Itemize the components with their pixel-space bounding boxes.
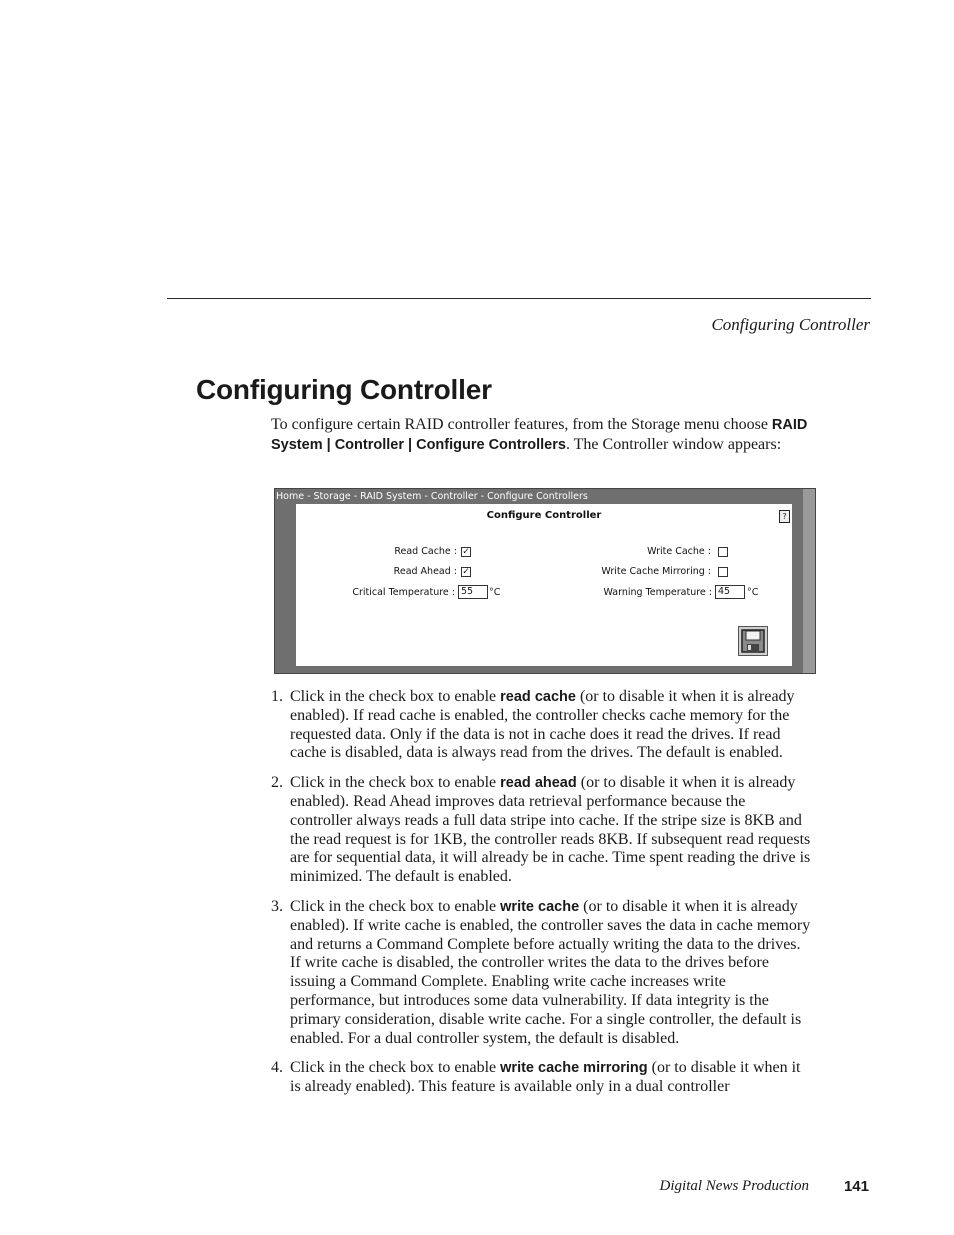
step-text: Click in the check box to enable bbox=[290, 897, 501, 915]
warning-temp-input[interactable]: 45 bbox=[715, 585, 745, 599]
read-ahead-label: Read Ahead : bbox=[393, 566, 457, 577]
scrollbar[interactable] bbox=[803, 489, 815, 673]
panel-title: Configure Controller bbox=[486, 510, 602, 521]
footer-book-title: Digital News Production bbox=[659, 1178, 809, 1194]
breadcrumb[interactable]: Home - Storage - RAID System - Controller - Configure Controllers bbox=[275, 489, 804, 504]
write-cache-label: Write Cache : bbox=[647, 546, 711, 557]
step-text: Click in the check box to enable bbox=[290, 774, 501, 792]
warning-temp-label: Warning Temperature : bbox=[603, 587, 712, 598]
step-term: write cache mirroring bbox=[500, 1060, 648, 1077]
step-text: Click in the check box to enable bbox=[290, 1059, 501, 1077]
list-item bbox=[271, 898, 811, 1048]
step-text: (or to disable it when it is already enabled). If read cache is enabled, the controller checks cache memory for the requested data. Only if the data is not in cache does it read the drives. If read cache is disabled, data is always read from the drives. The default is enabled. bbox=[290, 688, 795, 762]
page-number: 141 bbox=[843, 1178, 869, 1195]
critical-temp-input[interactable]: 55 bbox=[458, 585, 488, 599]
step-term: read ahead bbox=[500, 775, 577, 792]
list-item bbox=[271, 1059, 811, 1097]
warning-temp-unit: °C bbox=[747, 587, 759, 598]
write-mirroring-checkbox[interactable] bbox=[718, 567, 728, 577]
write-mirroring-label: Write Cache Mirroring : bbox=[601, 566, 711, 577]
step-term: write cache bbox=[500, 898, 580, 915]
read-cache-label: Read Cache : bbox=[394, 546, 457, 557]
step-text: Click in the check box to enable bbox=[290, 688, 501, 705]
step-number: 3. bbox=[271, 897, 283, 915]
configure-panel bbox=[296, 504, 792, 666]
menu-path: RAID System | Controller | Configure Controllers bbox=[271, 417, 808, 453]
intro-text-before: To configure certain RAID controller features, from the Storage menu choose bbox=[271, 416, 772, 433]
list-item bbox=[271, 688, 811, 763]
save-button[interactable] bbox=[738, 626, 768, 656]
list-item bbox=[271, 774, 811, 887]
critical-temp-label: Critical Temperature : bbox=[352, 587, 455, 598]
step-number: 4. bbox=[271, 1059, 283, 1077]
step-text: (or to disable it when it is already enabled). Read Ahead improves data retrieval performance because the controller always reads a full data stripe into cache. If the stripe size is 8KB and the read request is for 1KB, the controller reads 8KB. If subsequent read requests are for sequential data, it will already be in cache. Time spent reading the drive is minimized. The default is enabled. bbox=[290, 774, 811, 886]
controller-window-screenshot bbox=[274, 488, 816, 674]
step-number: 1. bbox=[271, 688, 283, 705]
floppy-disk-icon bbox=[739, 627, 767, 655]
step-number: 2. bbox=[271, 774, 283, 792]
steps-list bbox=[271, 688, 811, 1108]
step-text: (or to disable it when it is already enabled). This feature is available only in a dual controller bbox=[290, 1059, 801, 1096]
help-icon[interactable]: ? bbox=[779, 510, 790, 523]
intro-text-after: . The Controller window appears: bbox=[565, 436, 782, 453]
page-title: Configuring Controller bbox=[196, 374, 492, 405]
header-rule bbox=[167, 298, 871, 299]
critical-temp-unit: °C bbox=[489, 587, 501, 598]
intro-paragraph bbox=[271, 415, 811, 455]
step-text: (or to disable it when it is already enabled). If write cache is enabled, the controller saves the data in cache memory and returns a Command Complete before actually writing the data to the drives. If write cache is disabled, the controller writes the data to the drives before issuing a Command Complete. Enabling write cache increases write performance, but introduces some data vulnerability. If data integrity is the primary consideration, disable write cache. For a single controller, the default is enabled. For a dual controller system, the default is disabled. bbox=[290, 897, 811, 1047]
read-cache-checkbox[interactable]: ✓ bbox=[462, 547, 470, 557]
running-head: Configuring Controller bbox=[711, 315, 870, 334]
write-cache-checkbox[interactable] bbox=[718, 547, 728, 557]
step-term: read cache bbox=[500, 689, 576, 705]
read-ahead-checkbox[interactable]: ✓ bbox=[462, 567, 470, 577]
